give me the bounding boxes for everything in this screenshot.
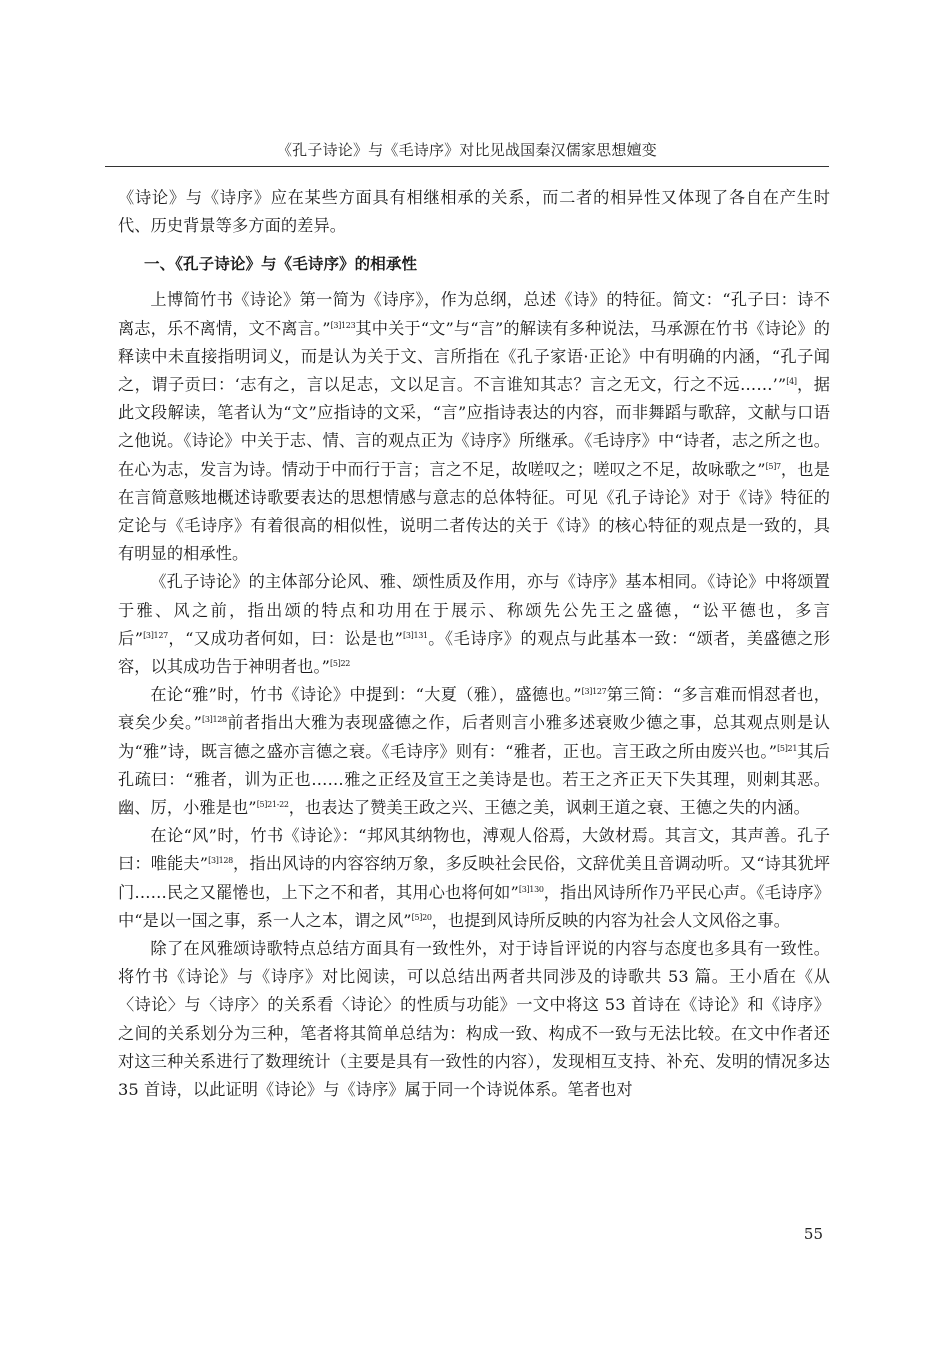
text-run: ，也提到风诗所反映的内容为社会人文风俗之事。 [431, 910, 790, 930]
text-run: 《孔子诗论》的主体部分论风、雅、颂性质及作用，亦与《诗序》基本相同。《诗论》中将颂置于雅、风之前，指出颂的特点和功用在于展示、称颂先公先王之盛德，“讼平德也，多言后” [118, 572, 830, 648]
citation: [5]21-22 [256, 800, 289, 810]
running-header: 《孔子诗论》与《毛诗序》对比见战国秦汉儒家思想嬗变 [276, 141, 657, 159]
text-run: 上博简竹书《诗论》第一简为《诗序》，作为总纲，总述《诗》的特征。简文：“孔子曰：诗不离志，乐不离情，文不离言。” [118, 290, 830, 338]
section-heading: 一、《孔子诗论》与《毛诗序》的相承性 [144, 255, 418, 274]
article-body [118, 184, 830, 1104]
text-run: ，也表达了赞美王政之兴、王德之美，讽刺王道之衰、王德之失的内涵。 [288, 798, 810, 818]
citation: [3]128 [208, 856, 233, 866]
citation: [5]21 [777, 743, 798, 753]
text-run: 其后孔疏曰：“雅者，训为正也……雅之正经及宣王之美诗是也。若王之齐正天下失其理，则刺其恶。幽、厉，小雅是也” [118, 741, 830, 818]
citation: [3]127 [143, 630, 168, 640]
text-run: ，“又成功者何如，曰：讼是也” [167, 628, 404, 648]
citation: [3]131 [403, 630, 428, 640]
text-run: 其中关于“文”与“言”的解读有多种说法，马承源在竹书《诗论》的释读中未直接指明词义，而是认为关于文、言所指在《孔子家语·正论》中有明确的内涵，“孔子闻之，谓子贡曰：‘志有之，言以足志，文以足言。不言谁知其志？言之无文，行之不远……’” [118, 318, 830, 395]
paragraph-intro: 《诗论》与《诗序》应在某些方面具有相继相承的关系，而二者的相异性又体现了各自在产生时代、历史背景等多方面的差异。 [118, 188, 830, 236]
citation: [5]7 [765, 461, 781, 471]
text-run: ，据此文段解读，笔者认为“文”应指诗的文采，“言”应指诗表达的内容，而非舞蹈与歌辞，文献与口语之他说。《诗论》中关于志、情、言的观点正为《诗序》所继承。《毛诗序》中“诗者，志之所之也。在心为志，发言为诗。情动于中而行于言；言之不足，故嗟叹之；嗟叹之不足，故咏歌之” [118, 375, 831, 479]
citation: [5]22 [330, 659, 351, 669]
paragraph-2 [118, 568, 830, 681]
text-run: 。《毛诗序》的观点与此基本一致：“颂者，美盛德之形容，以其成功告于神明者也。” [118, 628, 830, 677]
paragraph-5: 除了在风雅颂诗歌特点总结方面具有一致性外，对于诗旨评说的内容与态度也多具有一致性。将竹书《诗论》与《诗序》对比阅读，可以总结出两者共同涉及的诗歌共 53 篇。王小盾在《从〈诗论〉与〈诗序〉的关系看〈诗论〉的性质与功能》一文中将这 53 首诗在《诗论》和《诗序》之间的关系划分为三种，笔者将其简单总结为：构成一致、构成不一致与无法比较。在文中作者还对这三种关系进行了数理统计（主要是具有一致性的内容），发现相互支持、补充、发明的情况多达 35 首诗，以此证明《诗论》与《诗序》属于同一个诗说体系。笔者也对 [118, 939, 830, 1100]
header-rule [105, 166, 829, 167]
text-run: 前者指出大雅为表现盛德之作，后者则言小雅多述衰败少德之事，总其观点则是认为“雅”诗，既言德之盛亦言德之衰。《毛诗序》则有：“雅者，正也。言王政之所由废兴也。” [118, 713, 830, 761]
text-run: ，指出风诗所作乃平民心声。《毛诗序》中“是以一国之事，系一人之本，谓之风” [118, 882, 831, 930]
text-run: 第三简：“多言难而悁怼者也，衰矣少矣。” [118, 685, 830, 733]
citation: [3]123 [330, 320, 356, 330]
paragraph-3 [118, 681, 830, 822]
page-number: 55 [803, 1225, 823, 1243]
text-run: ，也是在言简意赅地概述诗歌要表达的思想情感与意志的总体特征。可见《孔子诗论》对于《诗》特征的定论与《毛诗序》有着很高的相似性，说明二者传达的关于《诗》的核心特征的观点是一致的，具有明显的相承性。 [118, 459, 830, 564]
paragraph-4 [118, 822, 830, 935]
citation: [3]127 [581, 687, 607, 697]
text-run: ，指出风诗的内容容纳万象，多反映社会民俗，文辞优美且音调动听。又“诗其犹坪门……民之又罷惓也，上下之不和者，其用心也将何如” [118, 854, 830, 902]
citation: [3]128 [202, 715, 227, 725]
citation: [4] [786, 377, 797, 387]
paragraph-1 [118, 286, 830, 568]
text-run: 在论“风”时，竹书《诗论》：“邦风其纳物也，溥观人俗焉，大敛材焉。其言文，其声善。孔子曰：唯能夫” [118, 826, 830, 874]
text-run: 在论“雅”时，竹书《诗论》中提到：“大夏（雅），盛德也。” [150, 685, 582, 705]
citation: [5]20 [411, 912, 432, 922]
citation: [3]130 [518, 884, 544, 894]
